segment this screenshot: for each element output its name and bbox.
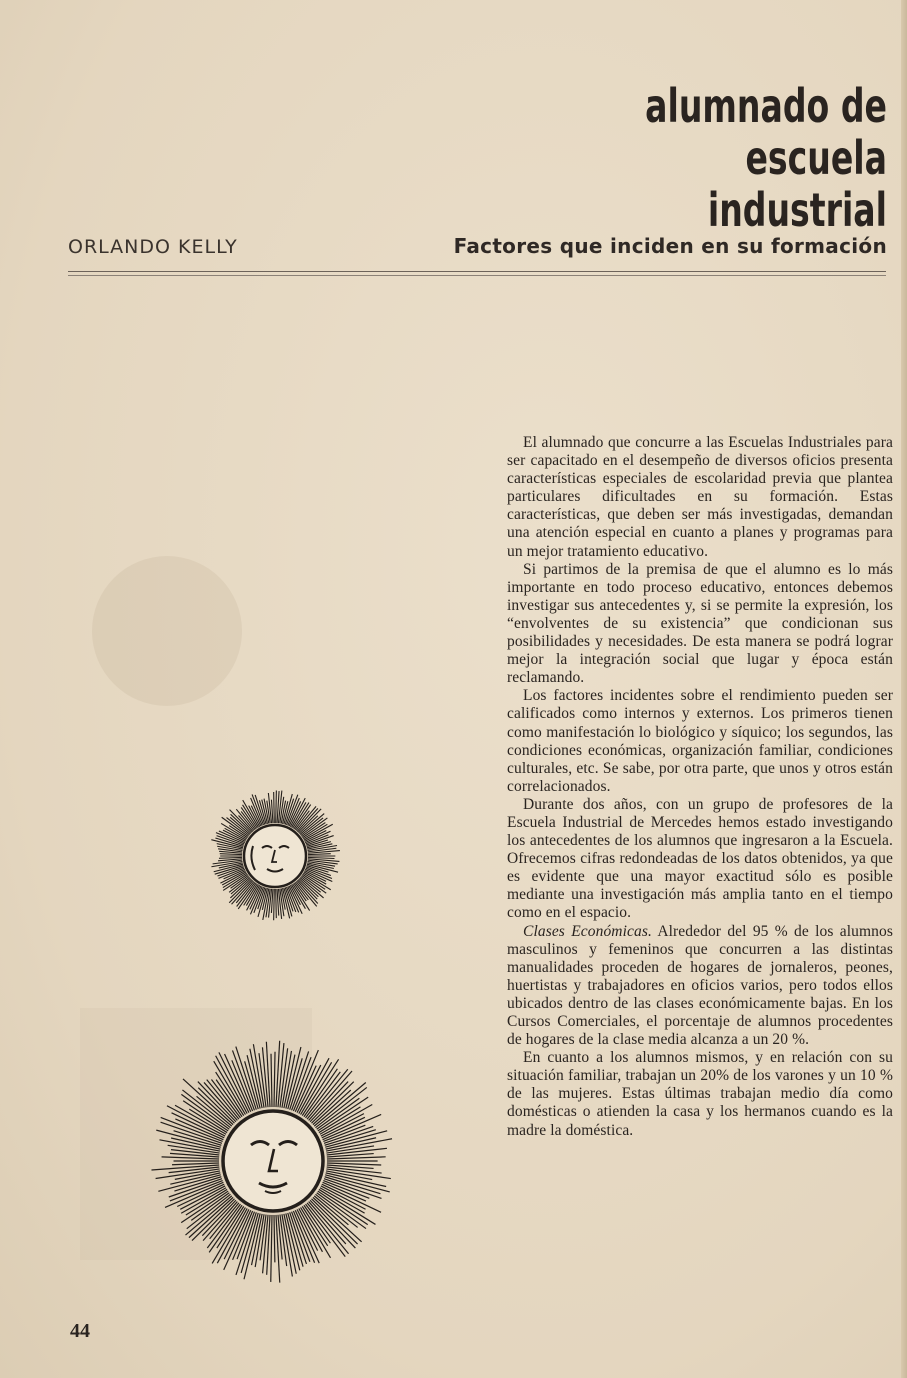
sun-ray bbox=[308, 854, 331, 855]
sun-ray bbox=[274, 792, 275, 823]
article-subtitle: Factores que inciden en su formación bbox=[453, 234, 887, 258]
faded-print-mark bbox=[92, 556, 242, 706]
paragraph bbox=[507, 923, 893, 1050]
sun-ray bbox=[224, 1210, 251, 1270]
sun-ray bbox=[274, 1052, 275, 1107]
sun-ray bbox=[315, 1194, 357, 1227]
title-line-2: escuela industrial bbox=[707, 131, 887, 237]
article-title bbox=[599, 80, 887, 236]
sun-ray bbox=[151, 1165, 219, 1170]
sun-ray bbox=[276, 790, 277, 823]
sun-ray bbox=[274, 1215, 275, 1262]
sun-ray bbox=[244, 1213, 260, 1279]
paragraph: El alumnado que concurre a las Escuelas Industriales para ser capacitado en el desempeño de diversos oficios presenta características especiales de escolaridad previa que plantea particulares dificultades en su formación. Estas características, que deben ser más investigadas, demandan una atención especial en cuanto a planes y programas para un mejor tratamiento educativo. bbox=[507, 434, 893, 560]
sun-ray bbox=[220, 854, 242, 855]
sun-ray bbox=[327, 1157, 386, 1159]
paragraph: Si partimos de la premisa de que el alumno es lo más importante en todo proceso educativo, entonces debemos investigar sus antecedentes y, si se permite la expresión, los “envolventes de su existencia” que condicionan sus posibilidades y necesidades. De esta manera se podrá lograr mejor la integración social que lugar y época están reclamando. bbox=[507, 560, 893, 687]
sun-ray bbox=[271, 1215, 272, 1282]
sun-ray bbox=[271, 1054, 272, 1107]
sun-face-large-icon bbox=[148, 1036, 398, 1286]
sun-ray bbox=[219, 857, 242, 858]
page-edge bbox=[901, 0, 907, 1378]
author-name: ORLANDO KELLY bbox=[68, 236, 238, 258]
sun-ray bbox=[172, 1163, 219, 1165]
sun-ray bbox=[274, 889, 275, 920]
sun-face-icon bbox=[205, 786, 345, 926]
sun-ray bbox=[162, 1157, 219, 1159]
paragraph: Los factores incidentes sobre el rendimiento pueden ser calificados como internos y externos. Los primeros tienen como manifestación lo biológico y síquico; los segundos, las condiciones económicas, organización familiar, condiciones culturales, etc. Se sabe, por otra parte, que unos y otros están correlacionados. bbox=[507, 687, 893, 795]
title-line-1: alumnado de bbox=[645, 79, 887, 133]
paragraph: En cuanto a los alumnos mismos, y en relación con su situación familiar, trabajan un 20% de los varones y un 10 % de las mujeres. Estas últimas trabajan medio día como domésticas o atienden la casa y los hermanos cuando es la madre la doméstica. bbox=[507, 1049, 893, 1139]
section-text: Alrededor del 95 % de los alumnos masculinos y femeninos que concurren a las distintas manualidades proceden de hogares de jornaleros, peones, huertistas y trabajadores en oficios varios, pero todos ellos ubicados dentro de las clases económicamente bajas. En los Cursos Comerciales, el porcentaje de alumnos procedentes de hogares de la clase media alcanza a un 20 %. bbox=[507, 922, 893, 1049]
article-body bbox=[507, 434, 893, 1140]
header-divider bbox=[68, 271, 886, 272]
sun-ray bbox=[308, 857, 335, 858]
section-lead: Clases Económicas. bbox=[523, 922, 652, 940]
page-number: 44 bbox=[70, 1320, 90, 1342]
sun-ray bbox=[158, 1175, 220, 1192]
sun-ray bbox=[325, 1131, 387, 1147]
sun-ray bbox=[276, 889, 277, 918]
paragraph: Durante dos años, con un grupo de profesores de la Escuela Industrial de Mercedes hemos estado investigando los antecedentes de los alumnos que ingresaron a la Escuela. Ofrecemos cifras redondeadas de los datos obtenidos, ya que es evidente que una mayor exactitud sólo es posible mediante una investigación más amplia tanto en el tiempo como en el espacio. bbox=[507, 795, 893, 922]
header-divider-secondary bbox=[68, 275, 886, 276]
sun-ray bbox=[225, 1054, 251, 1112]
sun-ray bbox=[181, 1191, 228, 1223]
sun-ray bbox=[327, 1163, 381, 1165]
